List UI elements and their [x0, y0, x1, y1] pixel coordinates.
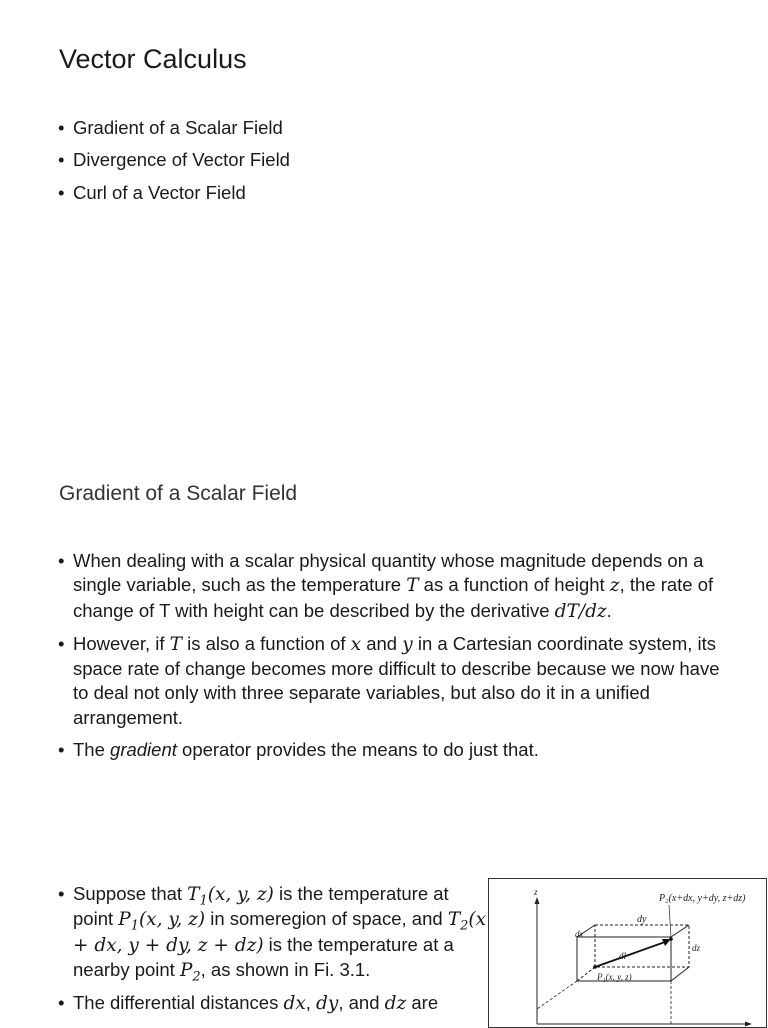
dl-label: dl: [619, 951, 627, 961]
bullet-differential-distances: • The differential distances dx, dy, and dz are: [58, 991, 488, 1016]
topic-item-divergence: • Divergence of Vector Field: [58, 148, 738, 172]
differential-box-figure: [488, 878, 767, 1028]
box-back-face: [595, 925, 689, 967]
bullet-multi-variable: • However, if T is also a function of x and y in a Cartesian coordinate system, its space rate of change becomes more difficult to describe because we now have to deal not only with three separate variables, but also do it in a unified arrangement.: [58, 632, 738, 730]
gradient-example-list: [58, 882, 488, 1024]
p2-label: P₂(x+dx, y+dy, z+dz): [659, 893, 746, 904]
topic-item-curl: • Curl of a Vector Field: [58, 181, 738, 205]
p1-point: [593, 965, 597, 969]
bullet-gradient-operator: • The gradient operator provides the means to do just that.: [58, 738, 738, 762]
dl-vector: [595, 942, 665, 967]
z-axis-label: z: [534, 887, 538, 897]
p1-label: P₁(x, y, z): [597, 972, 632, 982]
figure-drawing: [489, 879, 767, 1028]
box-edge: [671, 925, 689, 937]
bullet-temperature-points: • Suppose that $T_1(x$, y, z) is the temperature at point $P_1(x$, y, z) in someregion of space, and $T_2(x$ + dx, y + dy, z + dz) is the temperature at a nearby point $P_2$, as shown in Fi. 3.1.: [58, 882, 488, 983]
projection-line: [537, 981, 577, 1009]
box-edge: [671, 967, 689, 981]
topic-item-gradient: • Gradient of a Scalar Field: [58, 116, 738, 140]
y-axis-arrowhead: [745, 1022, 752, 1027]
box-edge-hidden: [577, 967, 595, 981]
dy-label: dy: [637, 914, 647, 925]
slide-title: Vector Calculus: [59, 44, 247, 74]
gradient-intro-list: [58, 549, 738, 770]
z-axis-arrowhead: [535, 897, 540, 904]
p2-point: [669, 937, 673, 941]
bullet-single-variable: • When dealing with a scalar physical quantity whose magnitude depends on a single variable, such as the temperature T as a function of height z, the rate of change of T with height can be described by the derivative dT/dz.: [58, 549, 738, 624]
section-title: Gradient of a Scalar Field: [59, 482, 298, 505]
p2-leader-line: [669, 905, 671, 937]
topic-list: [58, 116, 738, 213]
dz-label: dz: [692, 943, 701, 953]
dx-label: dx: [575, 929, 584, 939]
